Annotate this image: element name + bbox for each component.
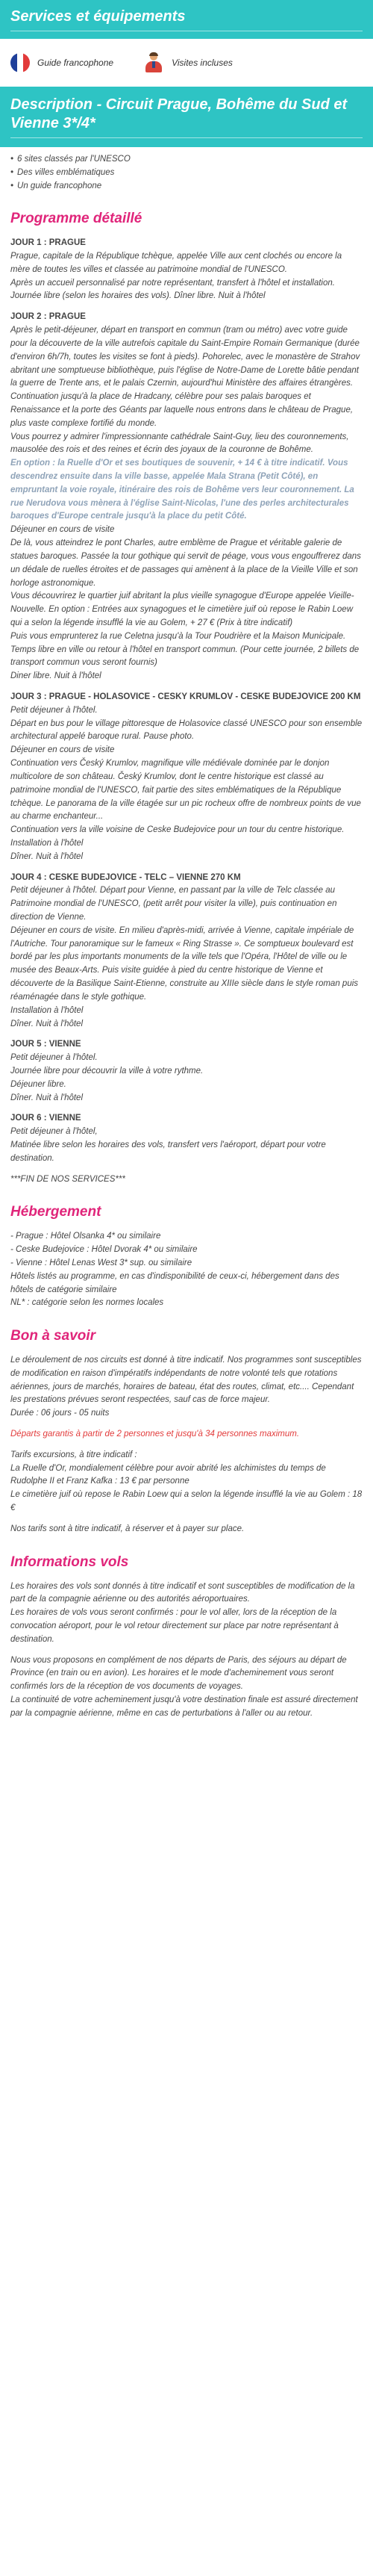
day-text: Déjeuner libre. <box>10 1079 66 1089</box>
vols-text: Les horaires de vols vous seront confirmés : pour le vol aller, lors de la réception de la convocation aéroport, pour le vol retour directement sur place par notre représentant à destination. <box>10 1608 339 1644</box>
day-text: Puis vous emprunterez la rue Celetna jusqu'à la Tour Poudrière et la Maison Municipale. Temps libre en ville ou retour à l'hôtel en transport commun. (Pour cette journée, 2 billets de transport commun vous seront fournis) <box>10 631 360 668</box>
day-title: JOUR 2 : PRAGUE <box>10 312 86 322</box>
day-text: Après le petit-déjeuner, départ en transport en commun (tram ou métro) avec votre guide pour la découverte de la ville autrefois capitale du Saint-Empire Romain Germanique (durée d'environ 6h/7h, toutes les visites se font à pieds). Pohorelec, avec le monastère de Strahov abritant une somptueuse bibliothèque, puis l'église de Notre-Dame de Lorette bâtie pendant la guerre de Trente ans, et le palais Czernin, aujourd'hui Ministère des affaires étrangères. Continuation jusqu'à la place de Hradcany, célèbre pour ses palais baroques et Renaissance et la porte des Géants par laquelle nous entrons dans le château de Prague, plus vaste complexe fortifié du monde. <box>10 326 360 428</box>
vols-text: Nous vous proposons en complément de nos départs de Paris, des séjours au départ de Province (en train ou en avion). Les horaires et le mode d'acheminement vous seront confirmés lors de la réception de vos documents de voyages. <box>10 1655 347 1692</box>
hebergement-heading: Hébergement <box>10 1204 101 1220</box>
day-text: Après un accueil personnalisé par notre représentant, transfert à l'hôtel et installation. Journée libre (selon les horaires des vols). Dîner libre. Nuit à l'hôtel <box>10 278 335 301</box>
day-title: JOUR 5 : VIENNE <box>10 1040 81 1049</box>
bon-a-savoir-text: Le déroulement de nos circuits est donné à titre indicatif. Nos programmes sont susceptibles de modification en raison d'impératifs indépendants de notre volonté tels que rotations aériennes, jours de marchés, horaires de bateau, état des routes, climat, etc.... Cependant les prestations prévues seront respectées, sauf cas de force majeur. <box>10 1355 362 1405</box>
day-title: JOUR 4 : CESKE BUDEJOVICE - TELC – VIENNE 270 KM <box>10 872 241 882</box>
departures-text: Départs garantis à partir de 2 personnes et jusqu'à 34 personnes maximum. <box>10 1430 300 1439</box>
list-item: • 6 sites classés par l'UNESCO <box>10 153 363 167</box>
tarif-line: Le cimetière juif où repose le Rabin Loew qui a selon la légende insufflé la vie au Golem : 18 € <box>10 1490 363 1513</box>
service-item-guide <box>10 53 113 72</box>
day-text: Petit déjeuner à l'hôtel. Départ pour Vienne, en passant par la ville de Telc classée au Patrimoine mondial de l'UNESCO, (petit arrêt pour visiter la ville), puis continuation en direction de Vienne. <box>10 886 337 922</box>
hebergement-list <box>10 1230 363 1310</box>
hotel-line: - Ceske Budejovice : Hôtel Dvorak 4* ou similaire <box>10 1245 198 1255</box>
day-text: Déjeuner en cours de visite. En milieu d'après-midi, arrivée à Vienne, capitale impériale de l'Autriche. Tour panoramique sur le fameux « Ring Strasse ». Ce somptueux boulevard est bordé par les plus importants monuments de la ville tels que l'Opéra, l'Hôtel de ville ou le musée des Beaux-Arts. Puis visite guidée à pied du centre historique de Vienne et découverte de la Basilique Saint-Etienne, construite au XIIIe siècle dans le style roman puis réaménagée dans le style gothique. <box>10 925 359 1002</box>
tarifs-title: Tarifs excursions, à titre indicatif : <box>10 1450 137 1459</box>
day-title: JOUR 6 : VIENNE <box>10 1114 81 1123</box>
day-text: Dîner. Nuit à l'hôtel <box>10 851 84 861</box>
list-item: • Des villes emblématiques <box>10 167 363 180</box>
programme-heading: Programme détaillé <box>10 211 142 227</box>
day-text: Petit déjeuner à l'hôtel. <box>10 705 98 715</box>
day-text: Déjeuner en cours de visite <box>10 525 115 535</box>
french-flag-icon <box>10 53 30 72</box>
day-text: Prague, capitale de la République tchèque, appelée Ville aux cent clochés ou encore la mère de toutes les villes et classée au patrimoine mondial de l'UNESCO. <box>10 252 342 274</box>
day-title: JOUR 1 : PRAGUE <box>10 238 86 248</box>
day-text: Continuation vers la ville voisine de Ceske Budejovice pour un tour du centre historique. <box>10 825 345 835</box>
day-text: De là, vous atteindrez le pont Charles, autre emblème de Prague et véritable galerie de statues baroques. Passée la tour gothique qui servit de péage, vous vous engouffrerez dans un dédale de ruelles étroites et de passages qui amènent à la place de la Vieille Ville et son horloge astronomique. <box>10 539 361 588</box>
duration-text: Durée : 06 jours - 05 nuits <box>10 1409 110 1418</box>
services-heading: Services et équipements <box>10 7 363 31</box>
day-text: Départ en bus pour le village pittoresque de Holasovice classé UNESCO pour son ensemble architectural appelé baroque rural. Pause photo. <box>10 719 363 742</box>
services-header <box>0 0 373 39</box>
day-5 <box>10 1038 363 1105</box>
day-text: Journée libre pour découvrir la ville à votre rythme. <box>10 1066 204 1076</box>
service-label: Guide francophone <box>37 57 114 68</box>
hotel-line: NL* : catégorie selon les normes locales <box>10 1298 164 1308</box>
hotel-line: Hôtels listés au programme, en cas d'indisponibilité de ceux-ci, hébergement dans des hôtels de catégorie similaire <box>10 1271 339 1294</box>
guide-person-icon <box>143 52 164 73</box>
services-list <box>0 39 373 87</box>
day-text: Dîner. Nuit à l'hôtel <box>10 1019 84 1028</box>
main-content <box>0 153 373 1721</box>
day-text: Vous pourrez y admirer l'impressionnante cathédrale Saint-Guy, lieu des couronnements, mausolée des rois et des reines et écrin des joyaux de la couronne de Bohême. <box>10 432 349 455</box>
description-heading: Description - Circuit Prague, Bohême du Sud et Vienne 3*/4* <box>10 96 363 138</box>
day-text: Matinée libre selon les horaires des vols, transfert vers l'aéroport, départ pour votre destination. <box>10 1140 326 1163</box>
vols-text: Les horaires des vols sont donnés à titre indicatif et sont susceptibles de modification de la part de la compagnie aérienne ou des autorités aéroportuaires. <box>10 1581 355 1604</box>
day-title: JOUR 3 : PRAGUE - HOLASOVICE - CESKY KRUMLOV - CESKE BUDEJOVICE 200 KM <box>10 692 361 702</box>
bon-a-savoir-heading: Bon à savoir <box>10 1328 96 1344</box>
day-6 <box>10 1112 363 1165</box>
day-3 <box>10 691 363 864</box>
day-text: Petit déjeuner à l'hôtel, <box>10 1127 98 1137</box>
day-text: Petit déjeuner à l'hôtel. <box>10 1053 98 1063</box>
hotel-line: - Vienne : Hôtel Lenas West 3* sup. ou similaire <box>10 1258 192 1267</box>
description-header <box>0 87 373 147</box>
day-text: Diner libre. Nuit à l'hôtel <box>10 671 101 681</box>
service-label: Visites incluses <box>172 57 233 68</box>
vols-text: La continuité de votre acheminement jusqu'à votre destination finale est assuré directement par la compagnie aérienne, même en cas de perturbations à l'aller ou au retour. <box>10 1695 358 1718</box>
list-item: • Un guide francophone <box>10 180 363 193</box>
day-text: Installation à l'hôtel <box>10 838 84 848</box>
option-note: En option : la Ruelle d'Or et ses boutiques de souvenir, + 14 € à titre indicatif. Vous descendrez ensuite dans la ville basse, appelée Mala Strana (Petit Côté), en empruntant la voie royale, itinéraire des rois de Bohême vers leur couronnement. La rue Nerudova vous mènera à l'église Saint-Nicolas, l'une des perles architecturales baroques d'Europe centrale jusqu'à la place du petit Côté. <box>10 459 354 521</box>
tarifs-note: Nos tarifs sont à titre indicatif, à réserver et à payer sur place. <box>10 1524 245 1533</box>
day-text: Vous découvrirez le quartier juif abritant la plus vieille synagogue d'Europe appelée Vieille-Nouvelle. En option : Entrées aux synagogues et le cimetière juif où repose le Rabin Loew qui a selon la légende insufflé la vie au Golem, + 27 € (Prix à titre indicatif) <box>10 592 354 627</box>
day-4 <box>10 872 363 1031</box>
end-note: ***FIN DE NOS SERVICES*** <box>10 1174 125 1184</box>
day-text: Continuation vers Český Krumlov, magnifique ville médiévale dominée par le donjon multicolore de son château. Český Krumlov, dont le centre historique est classé au patrimoine mondial de l'UNESCO, fait partie des sites emblématiques de la République tchèque. Le panorama de la ville étagée sur un pic rocheux offre de nombreux points de vue au charme enchanteur... <box>10 759 361 822</box>
hotel-line: - Prague : Hôtel Olsanka 4* ou similaire <box>10 1232 161 1241</box>
day-text: Dîner. Nuit à l'hôtel <box>10 1093 84 1102</box>
day-1 <box>10 237 363 303</box>
day-text: Déjeuner en cours de visite <box>10 745 115 755</box>
tarif-line: La Ruelle d'Or, mondialement célèbre pour avoir abrité les alchimistes du temps de Rudolphe II et Franz Kafka : 13 € par personne <box>10 1463 326 1486</box>
service-item-visits <box>143 52 233 73</box>
day-text: Installation à l'hôtel <box>10 1005 84 1015</box>
highlights-list <box>10 153 363 193</box>
vols-heading: Informations vols <box>10 1554 129 1570</box>
day-2 <box>10 311 363 683</box>
